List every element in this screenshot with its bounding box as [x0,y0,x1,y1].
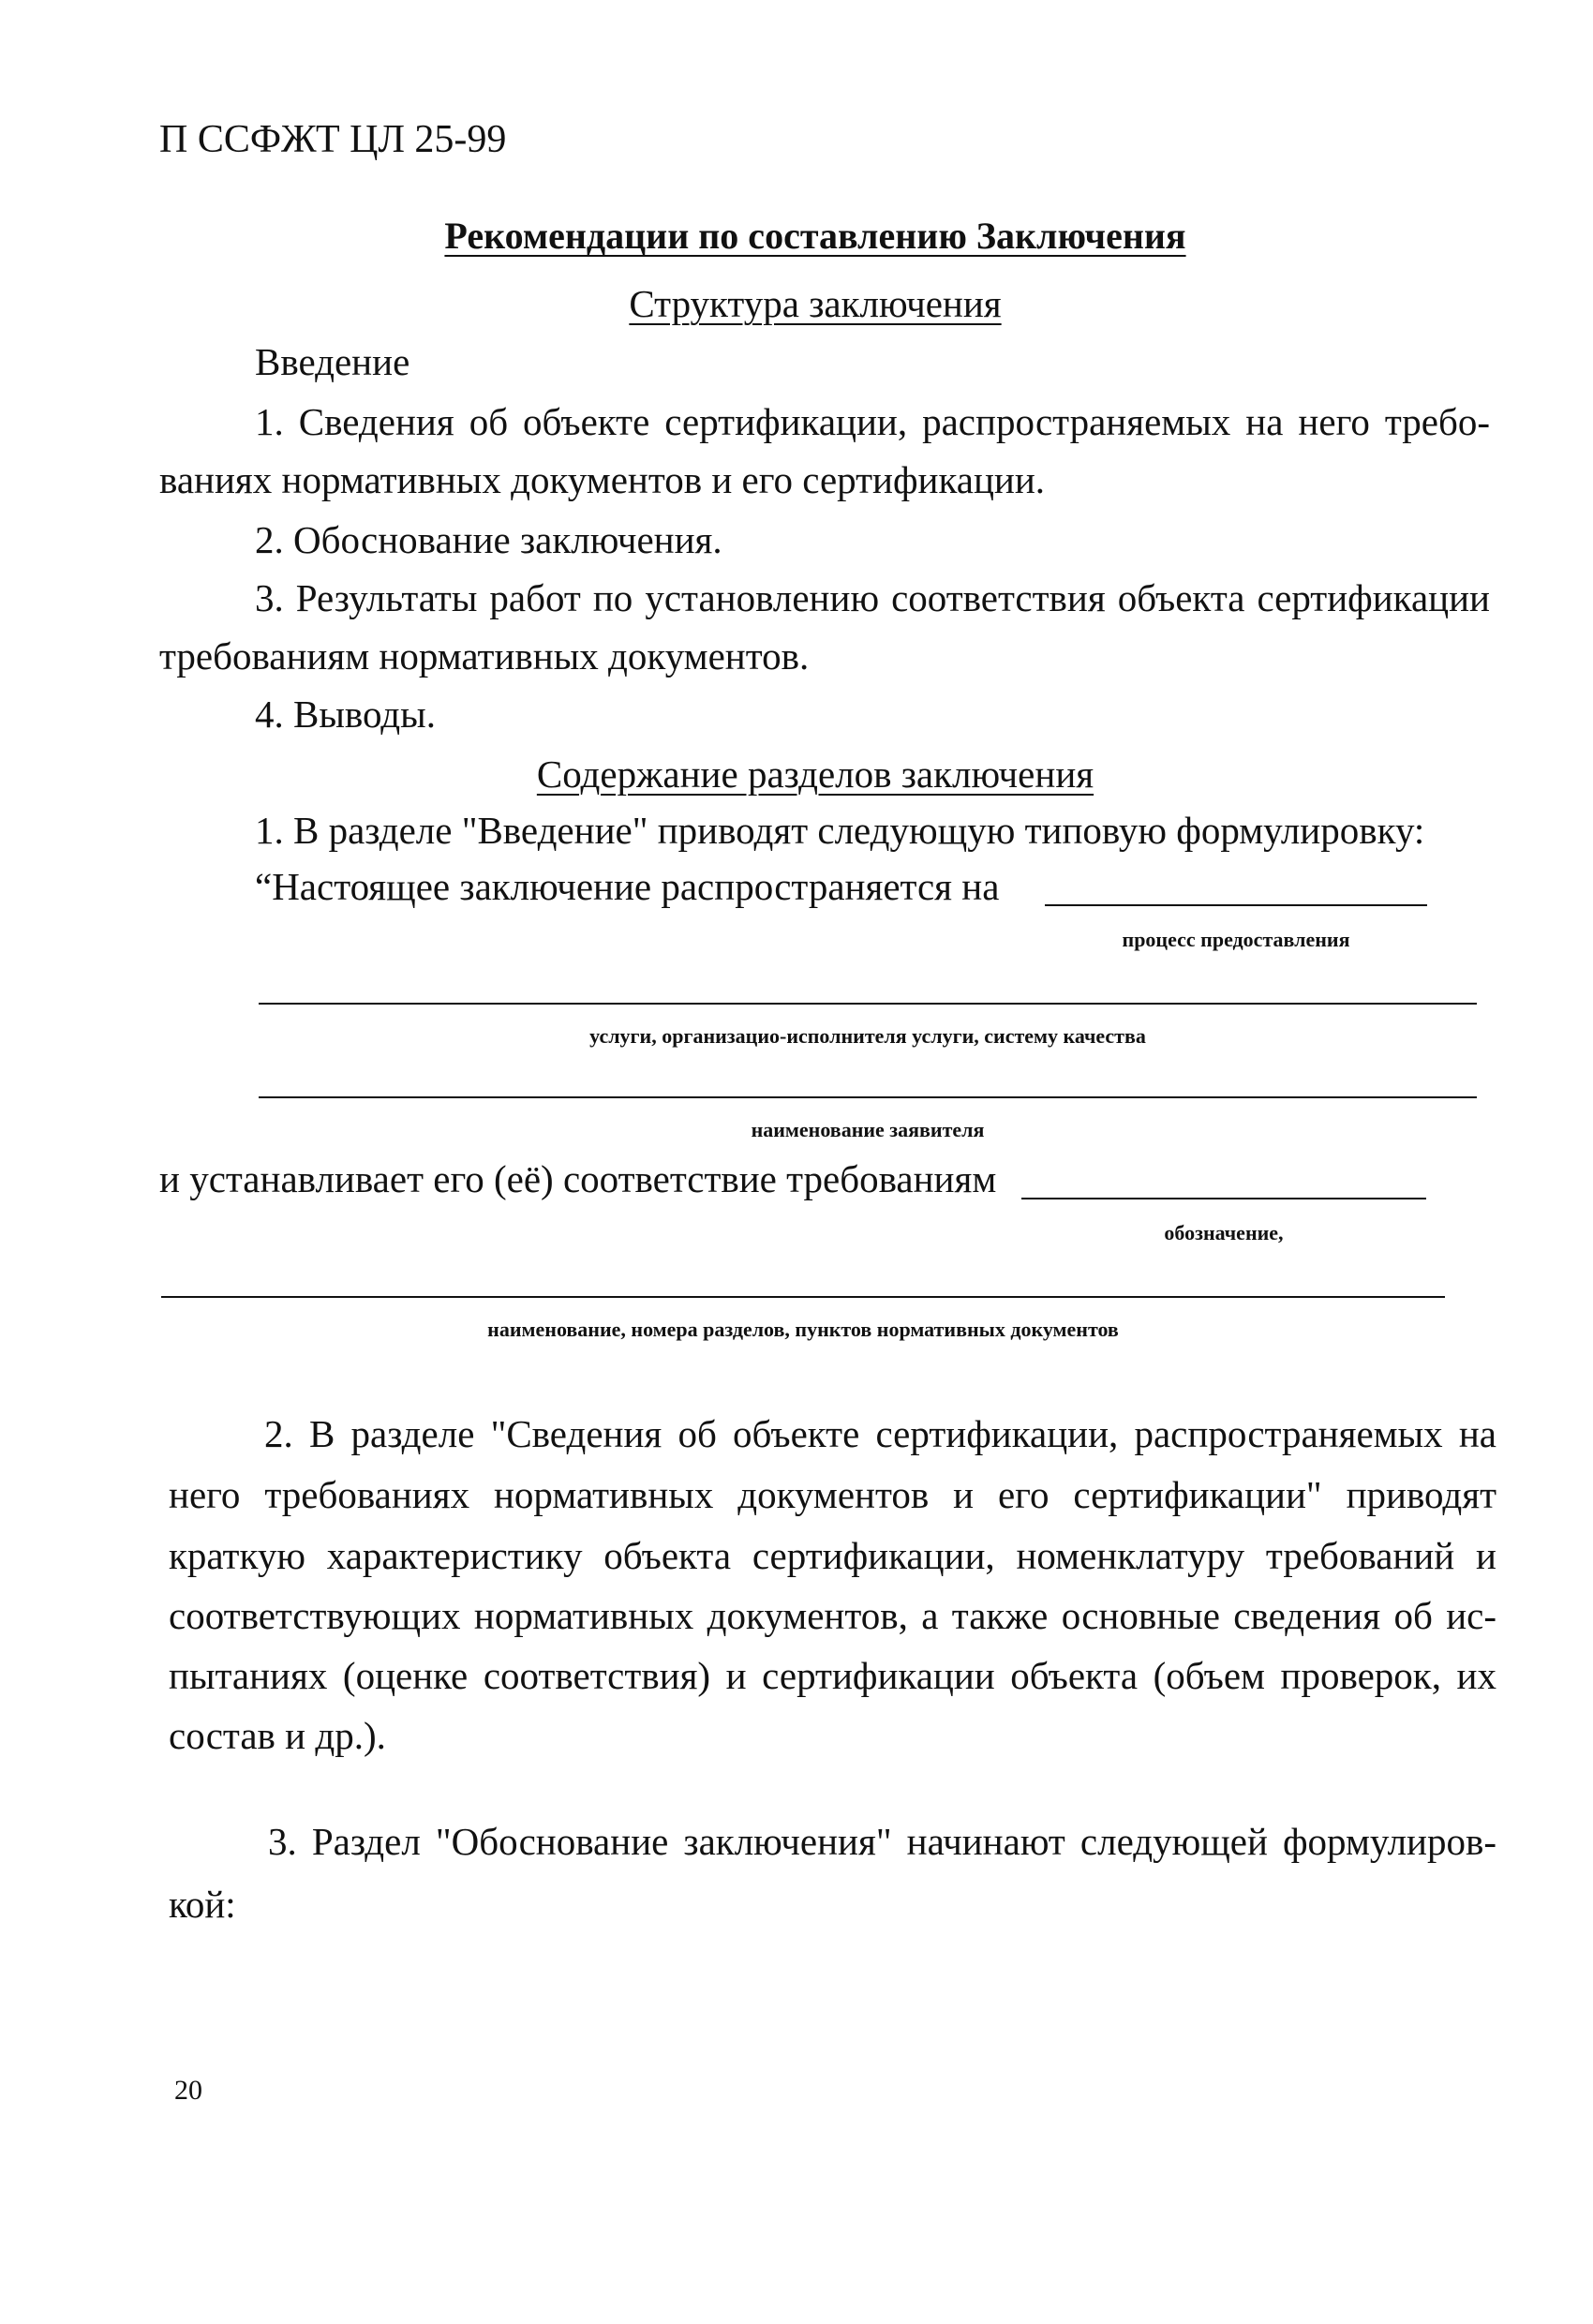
fill-in-line-1 [1045,904,1427,906]
paragraph-2-line-6: состав и др.). [169,1714,386,1757]
fill-in-line-2 [259,1003,1477,1005]
template-text-start: “Настоящее заключение распространяется на [255,865,1000,908]
caption-designation: обозначение, [1164,1221,1284,1244]
structure-item-3-line-1: 3. Результаты работ по установлению соответствия объекта сертификации [255,576,1490,619]
template-text-continue: и устанавливает его (её) соответствие требованиям [159,1157,997,1200]
structure-item-3-line-2: требованиям нормативных документов. [159,634,810,678]
caption-service-process: процесс предоставления [1122,928,1350,951]
fill-in-line-4 [1021,1198,1426,1199]
document-code: П ССФЖТ ЦЛ 25-99 [159,118,507,161]
contents-paragraph-1: 1. В разделе "Введение" приводят следующую типовую формулировку: [255,809,1425,852]
paragraph-3-line-1: 3. Раздел "Обоснование заключения" начинают следующей формулиров- [268,1820,1496,1863]
structure-item-4: 4. Выводы. [255,693,436,736]
structure-item-1-line-2: ваниях нормативных документов и его сертификации. [159,458,1046,501]
paragraph-3-line-2: кой: [169,1883,236,1926]
fill-in-line-5 [161,1296,1445,1298]
paragraph-2-line-5: пытаниях (оценке соответствия) и сертификации объекта (объем проверок, их [169,1654,1496,1697]
paragraph-2-line-1: 2. В разделе "Сведения об объекте сертификации, распространяемых на [264,1412,1496,1455]
fill-in-line-3 [259,1096,1477,1098]
paragraph-2-line-3: краткую характеристику объекта сертификации, номенклатуру требований и [169,1534,1496,1577]
page-number: 20 [174,2075,202,2106]
structure-heading: Структура заключения [629,282,1002,325]
page-title: Рекомендации по составлению Заключения [444,215,1186,257]
structure-item-2: 2. Обоснование заключения. [255,518,722,561]
structure-item-1-line-1: 1. Сведения об объекте сертификации, распространяемых на него требо- [255,400,1490,443]
structure-intro: Введение [255,340,410,383]
caption-normative-documents: наименование, номера разделов, пунктов нормативных документов [487,1318,1119,1341]
paragraph-2-line-2: него требованиях нормативных документов и его сертификации" приводят [169,1473,1496,1516]
caption-service-organization: услуги, организацио-исполнителя услуги, систему качества [589,1024,1146,1048]
paragraph-2-line-4: соответствующих нормативных документов, а также основные сведения об ис- [169,1594,1496,1637]
caption-applicant-name: наименование заявителя [751,1118,985,1141]
contents-heading: Содержание разделов заключения [536,752,1094,796]
